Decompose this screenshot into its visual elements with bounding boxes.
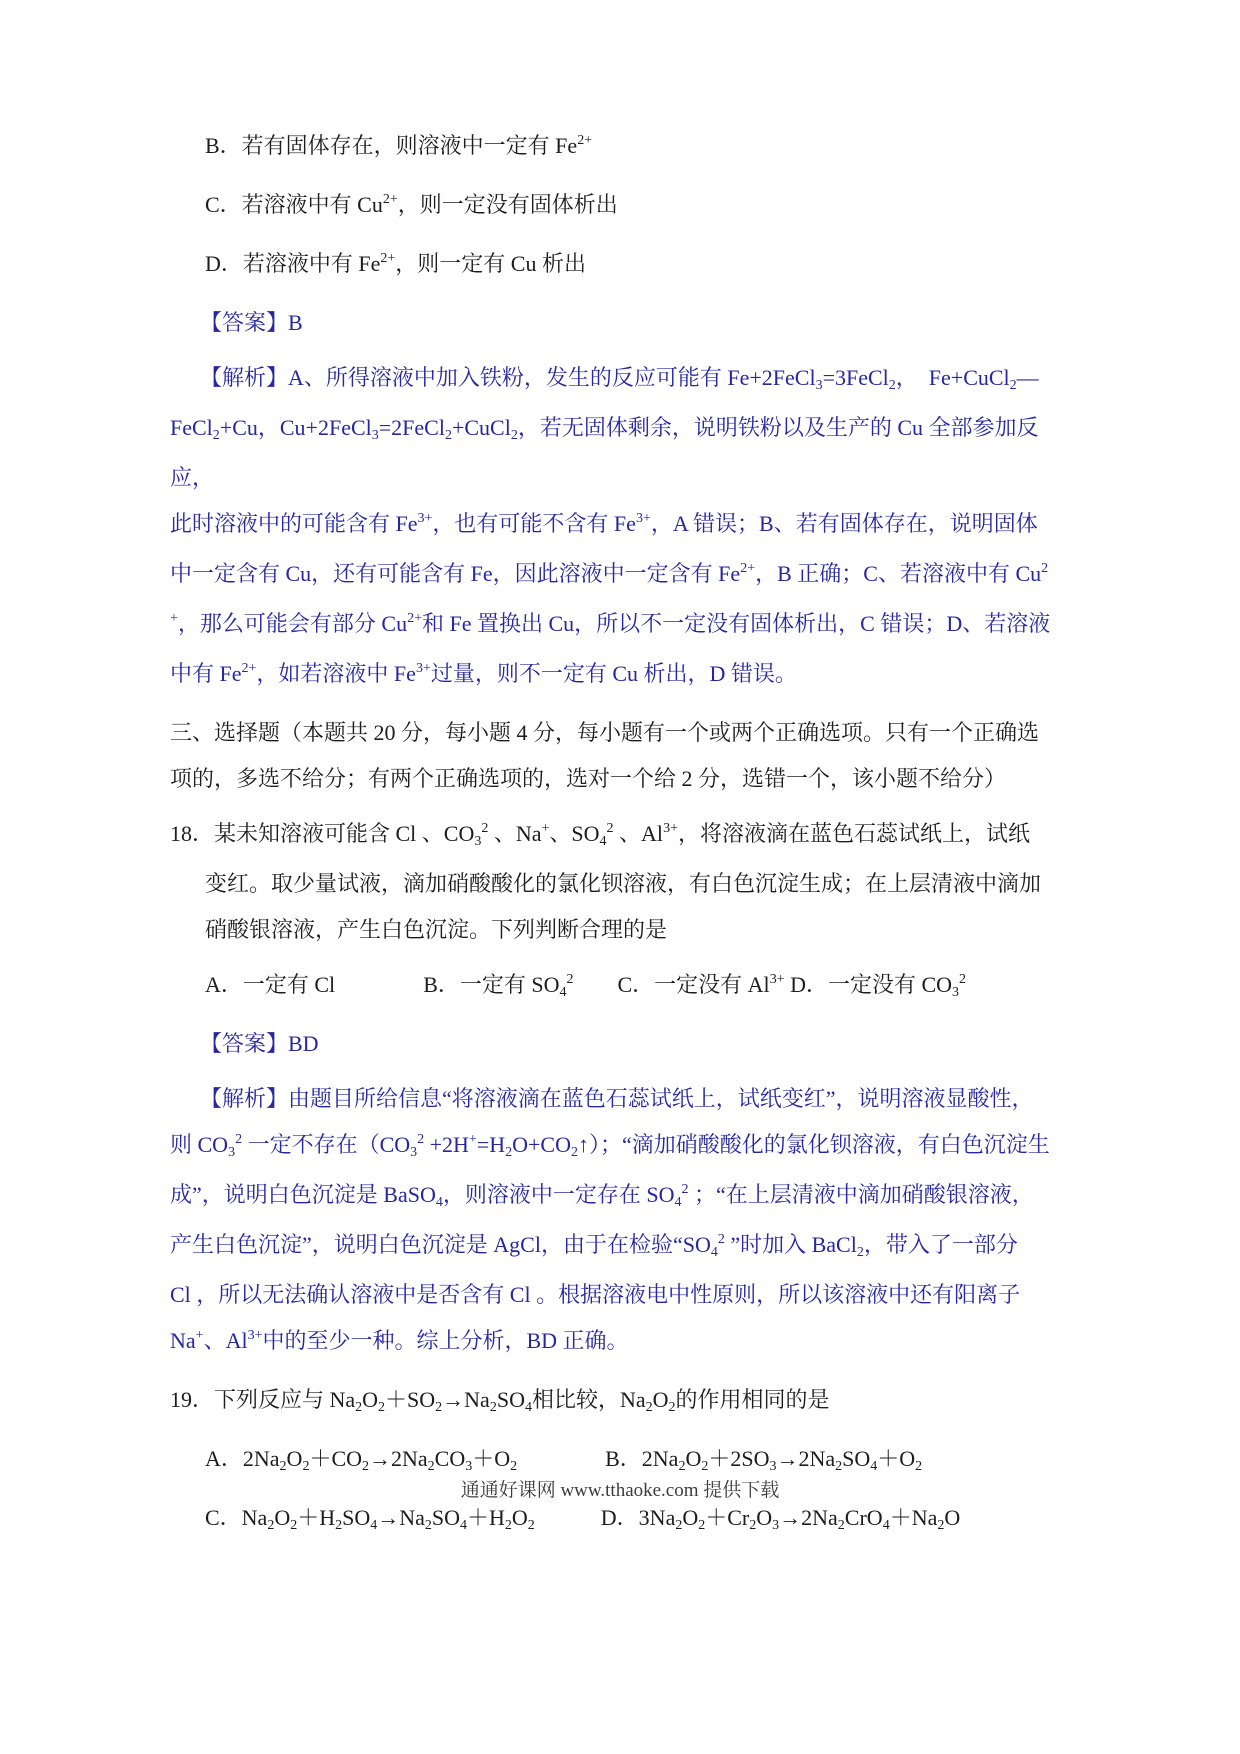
- option-d: [170, 241, 1072, 291]
- question-18-options-line-1: A．一定有 Cl B．一定有 $SO4^2$ C．一定没有 $Al^{3+}$ D．一定没有 $CO3^2$: [205, 972, 967, 1000]
- analysis-18-line-6: Na+、$Al^{3+}$中的至少一种。综上分析，BD 正确。: [170, 1328, 629, 1353]
- question-18-line-3: 硝酸银溶液，产生白色沉淀。下列判断合理的是: [205, 917, 668, 942]
- section-heading-line-1: 三、选择题（本题共 20 分，每小题 4 分，每小题有一个或两个正确选项。只有一个正确选: [170, 720, 1040, 745]
- question-18-line-1: 18．某未知溶液可能含 Cl 、$CO3^2$ 、Na+、$SO4^2$ 、$Al^{3+}$，将溶液滴在蓝色石蕊试纸上，试纸: [170, 821, 1030, 849]
- analysis-18: [170, 1076, 1072, 1368]
- option-c: [170, 182, 1072, 232]
- question-18: [170, 811, 1072, 953]
- option-d-line-1: D．若溶液中有 $Fe^{2+}$，则一定有 Cu 析出: [205, 251, 586, 276]
- analysis-1-line-3: 此时溶液中的可能含有 $Fe^{3+}$，也有可能不含有 $Fe^{3+}$，A 错误；B、若有固体存在，说明固体: [170, 511, 1038, 536]
- analysis-18-line-5: Cl ，所以无法确认溶液中是否含有 Cl 。根据溶液电中性原则，所以该溶液中还有阳离子: [170, 1282, 1021, 1307]
- question-19-options-cd-line-1: C．Na2O2＋H2SO4→Na2SO4＋H2O2 D．3Na2O2＋Cr2O3→2Na2CrO4＋Na2O: [205, 1505, 961, 1533]
- question-18-line-2: 变红。取少量试液，滴加硝酸酸化的氯化钡溶液，有白色沉淀生成；在上层清液中滴加: [205, 871, 1042, 896]
- question-19-line-1: 19．下列反应与 Na2O2＋SO2→Na2SO4相比较，Na2O2的作用相同的是: [170, 1387, 830, 1415]
- section-heading-line-2: 项的，多选不给分；有两个正确选项的，选对一个给 2 分，选错一个，该小题不给分）: [170, 766, 1007, 791]
- analysis-1-line-5: +，那么可能会有部分 $Cu^{2+}$和 Fe 置换出 Cu，所以不一定没有固体析出，C 错误；D、若溶液: [170, 611, 1051, 636]
- answer-18-line-1: 【答案】BD: [200, 1031, 319, 1056]
- analysis-1-line-1: 【解析】A、所得溶液中加入铁粉，发生的反应可能有 Fe+2FeCl3=3FeCl2， Fe+CuCl2—: [200, 365, 1039, 393]
- analysis-18-line-3: 成”，说明白色沉淀是 BaSO4，则溶液中一定存在 $SO4^2$ ；“在上层清液中滴加硝酸银溶液，: [170, 1182, 1034, 1210]
- option-c-line-1: C．若溶液中有 $Cu^{2+}$，则一定没有固体析出: [205, 192, 618, 217]
- question-19-options-ab-line-1: A．2Na2O2＋CO2→2Na2CO3＋O2 B．2Na2O2＋2SO3→2Na2SO4＋O2: [205, 1446, 923, 1474]
- answer-1: [170, 300, 1072, 346]
- option-b: [170, 123, 1072, 173]
- analysis-18-line-2: 则 $CO3^2$ 一定不存在（$CO3^2$ +2H+=H2O+CO2↑）；“滴加硝酸酸化的氯化钡溶液，有白色沉淀生: [170, 1132, 1050, 1160]
- answer-18: [170, 1021, 1072, 1067]
- answer-1-line-1: 【答案】B: [200, 310, 303, 335]
- section-heading: [170, 710, 1072, 802]
- analysis-18-line-1: 【解析】由题目所给信息“将溶液滴在蓝色石蕊试纸上，试纸变红”，说明溶液显酸性，: [200, 1086, 1034, 1111]
- analysis-1-line-2: FeCl2+Cu，Cu+2FeCl3=2FeCl2+CuCl2，若无固体剩余，说明铁粉以及生产的 Cu 全部参加反应，: [170, 415, 1039, 490]
- question-19: [170, 1377, 1072, 1427]
- analysis-1-line-4: 中一定含有 Cu，还有可能含有 Fe，因此溶液中一定含有 $Fe^{2+}$，B 正确；C、若溶液中有 Cu$^2$: [170, 561, 1049, 586]
- question-18-options: [170, 962, 1072, 1012]
- analysis-1-line-6: 中有 $Fe^{2+}$，如若溶液中 $Fe^{3+}$过量，则不一定有 Cu 析出，D 错误。: [170, 661, 797, 686]
- page-footer: 通通好课网 www.tthaoke.com 提供下载: [460, 1480, 780, 1501]
- analysis-18-line-4: 产生白色沉淀”，说明白色沉淀是 AgCl，由于在检验“$SO4^2$ ”时加入 BaCl2，带入了一部分: [170, 1232, 1018, 1260]
- document-body: [170, 123, 1072, 1554]
- analysis-1: [170, 355, 1072, 701]
- option-b-line-1: B．若有固体存在，则溶液中一定有 $Fe^{2+}$: [205, 133, 593, 158]
